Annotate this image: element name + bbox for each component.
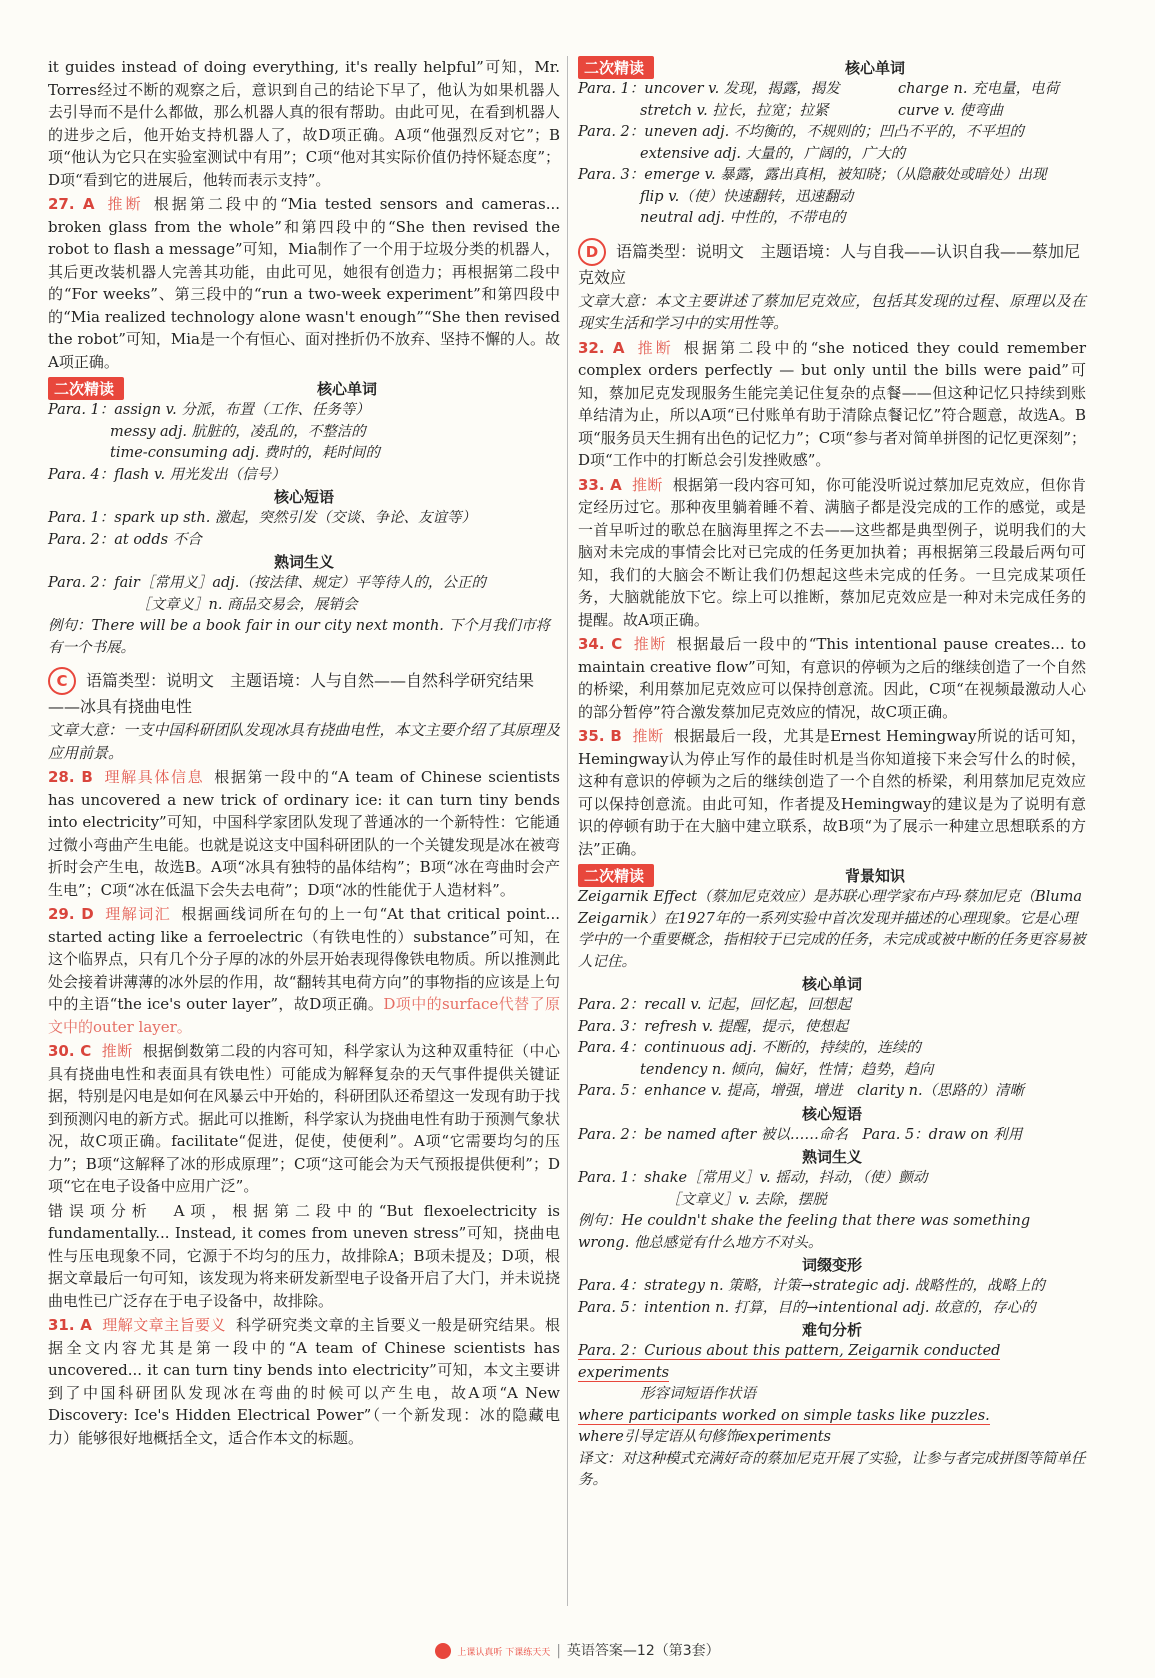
question-30 bbox=[48, 1040, 560, 1198]
question-explanation: 科学研究类文章的主旨要义一般是研究结果。根据全文内容尤其是第一段中的“A team of Chinese scientists has uncovered... it can turn tiny bends into electricity”可知，本文主要讲到了中国科研团队发现冰在弯曲的时候可以产生电，故A项“A New Discovery: Ice's Hidden Electrical Power”（一个新发现：冰的隐藏电力）能够很好地概括全文，适合作本文的标题。 bbox=[48, 1316, 560, 1447]
review-badge: 二次精读 bbox=[578, 56, 654, 79]
vocab-item: Para. 2：recall v. 记起，回忆起，回想起 bbox=[578, 997, 852, 1013]
section-letter: D bbox=[578, 238, 606, 266]
section-summary: 文章大意：本文主要讲述了蔡加尼克效应，包括其发现的过程、原理以及在现实生活和学习中的实用性等。 bbox=[578, 291, 1086, 332]
question-27 bbox=[48, 193, 560, 373]
brand-logo-icon bbox=[435, 1643, 451, 1659]
question-explanation: 根据第二段中的“Mia tested sensors and cameras... broken glass from the whole”和第四段中的“She then revised the robot to flash a message”可知，Mia制作了一个用于垃圾分类的机器人，其后更改装机器人完善其功能，由此可见，她很有创造力；再根据第二段中的“For weeks”、第三段中的“run a two-week experiment”和第四段中的“Mia realized technology alone wasn't enough”“She then revised the robot”可知，Mia是一个有恒心、面对挫折仍不放弃、坚持不懈的人。故A项正确。 bbox=[48, 195, 560, 371]
question-number: 31. A bbox=[48, 1316, 92, 1334]
vocab-item: Para. 3：refresh v. 提醒，提示，使想起 bbox=[578, 1018, 849, 1035]
question-explanation: 根据画线词所在句的上一句“At that critical point... started acting like a ferroelectric（有铁电性的）substance”可知，在这个临界点，只有几个分子厚的冰的外层开始表现得像铁电物质。所以推测此处会接着讲薄薄的冰外层的作用，故“翻转其电荷方向”的事物指的应该是上句中的主语“the ice's outer layer”，故D项正确。 bbox=[48, 905, 560, 1013]
question-number: 34. C bbox=[578, 635, 623, 653]
question-34 bbox=[578, 633, 1086, 723]
vocab-item: messy adj. 肮脏的，凌乱的，不整洁的 bbox=[110, 423, 366, 440]
question-28 bbox=[48, 766, 560, 901]
phrase-item: Para. 2：at odds 不合 bbox=[48, 531, 202, 548]
affix-item: Para. 5：intention n. 打算，目的→intentional adj. 故意的，存心的 bbox=[578, 1299, 1036, 1316]
question-35 bbox=[578, 725, 1086, 860]
vocab-item: extensive adj. 大量的，广阔的，广大的 bbox=[640, 145, 906, 162]
vocab-title: 核心单词 bbox=[317, 379, 378, 398]
translation: 译文：对这种模式充满好奇的蔡加尼克开展了实验，让参与者完成拼图等简单任务。 bbox=[578, 1450, 1086, 1488]
vocab-list bbox=[578, 79, 1086, 230]
phrase-item: Para. 1：spark up sth. 激起，突然引发（交谈、争论、友谊等） bbox=[48, 510, 477, 526]
familiar-item: Para. 2：fair［常用义］adj.（按法律、规定）平等待人的，公正的 bbox=[48, 575, 486, 591]
question-32 bbox=[578, 337, 1086, 472]
phrase-item: Para. 2：be named after 被以……命名 Para. 5：draw on 利用 bbox=[578, 1126, 1023, 1143]
question-number: 29. D bbox=[48, 905, 94, 923]
intro-paragraph: it guides instead of doing everything, it's really helpful”可知，Mr. Torres经过不断的观察之后，意识到自己的结论下早了，他认为如果机器人去引导而不是什么都做，那么机器人真的很有帮助。由此可见，在看到机器人的进步之后，他开始支持机器人了，故D项正确。A项“他强烈反对它”；B项“他认为它只在实验室测试中有用”；C项“他对其实际价值仍持怀疑态度”；D项“看到它的进展后，他转而表示支持”。 bbox=[48, 58, 560, 189]
vocab-item: Para. 3：emerge v. 暴露，露出真相，被知晓；（从隐蔽处或暗处）出现 bbox=[578, 167, 1047, 183]
hard-sentence-note: where引导定语从句修饰experiments bbox=[578, 1429, 831, 1445]
familiar-item: ［文章义］n. 商品交易会，展销会 bbox=[136, 596, 358, 613]
question-number: 27. A bbox=[48, 195, 95, 213]
hard-sentence-title: 难句分析 bbox=[801, 1321, 862, 1339]
section-type: 语篇类型：说明文 主题语境：人与自然——自然科学研究结果——冰具有挠曲电性 bbox=[48, 671, 535, 716]
familiar-title: 熟词生义 bbox=[273, 553, 334, 571]
section-d-header bbox=[578, 238, 1086, 290]
left-column bbox=[48, 56, 560, 1449]
familiar-list bbox=[578, 1168, 1086, 1254]
question-tag: 推断 bbox=[631, 475, 663, 494]
phrase-list bbox=[48, 508, 560, 551]
question-number: 33. A bbox=[578, 475, 622, 494]
affix-title: 词缀变形 bbox=[801, 1256, 862, 1274]
hard-sentence-note: 形容词短语作状语 bbox=[640, 1386, 756, 1402]
familiar-list bbox=[48, 573, 560, 659]
affix-item: Para. 4：strategy n. 策略，计策→strategic adj. 战略性的，战略上的 bbox=[578, 1278, 1045, 1294]
vocab-item: charge n. 充电量，电荷 bbox=[898, 81, 1060, 97]
background-text: Zeigarnik Effect（蔡加尼克效应）是苏联心理学家布卢玛·蔡加尼克（Bluma Zeigarnik）在1927年的一系列实验中首次发现并描述的心理现象。它是心理学中的一个重要概念，指相较于已完成的任务，未完成或被中断的任务更容易被人记住。 bbox=[578, 889, 1086, 970]
review-block-1 bbox=[48, 377, 560, 659]
phrase-title: 核心短语 bbox=[801, 1104, 862, 1123]
right-column bbox=[578, 56, 1086, 1492]
vocab-title: 核心单词 bbox=[801, 975, 862, 993]
example-sentence: 例句：There will be a book fair in our city next month. 下个月我们市将有一个书展。 bbox=[48, 618, 551, 656]
phrase-title: 核心短语 bbox=[273, 488, 334, 506]
review-block-2 bbox=[578, 56, 1086, 230]
vocab-item: Para. 1：uncover v. 发现，揭露，揭发 bbox=[578, 81, 840, 97]
question-29 bbox=[48, 903, 560, 1038]
question-tag: 理解词汇 bbox=[103, 905, 172, 923]
vocab-item: Para. 1：assign v. 分派，布置（工作、任务等） bbox=[48, 402, 370, 418]
question-number: 32. A bbox=[578, 338, 625, 357]
question-tag: 推断 bbox=[631, 727, 664, 745]
vocab-item: Para. 5：enhance v. 提高，增强，增进 clarity n.（思路的）清晰 bbox=[578, 1083, 1025, 1099]
question-explanation: 根据第一段内容可知，你可能没听说过蔡加尼克效应，但你肯定经历过它。那种夜里躺着睡不着、满脑子都是没完成的工作的感觉，或是一首早听过的歌总在脑海里挥之不去——这些都是典型例子，说明我们的大脑对未完成的事情会比对已完成的任务更加执着；再根据第三段最后两句可知，我们的大脑会不断让我们仍想起这些未完成的任务。一旦完成某项任务，大脑就能放下它。综上可以推断，蔡加尼克效应是一种对未完成任务的提醒。故A项正确。 bbox=[578, 475, 1086, 629]
brand-slogan: 上课认真听 下课练天天 bbox=[457, 1648, 551, 1658]
review-badge: 二次精读 bbox=[48, 377, 124, 400]
question-number: 35. B bbox=[578, 727, 622, 745]
question-tag: 推断 bbox=[101, 1042, 133, 1060]
page-label: 英语答案—12（第3套） bbox=[566, 1643, 720, 1659]
vocab-item: neutral adj. 中性的，不带电的 bbox=[640, 210, 846, 226]
question-explanation: 根据最后一段，尤其是Ernest Hemingway所说的话可知，Hemingway认为停止写作的最佳时机是当你知道接下来会写什么的时候，这种有意识的停顿为之后的继续创造了一个自然的桥梁，利用蔡加尼克效应可以保持创意流。由此可知，作者提及Hemingway的建议是为了说明有意识的停顿有助于在大脑中建立联系，故B项“为了展示一种建立思想联系的方法”正确。 bbox=[578, 727, 1086, 858]
vocab-item: stretch v. 拉长，拉宽；拉紧 bbox=[640, 102, 829, 119]
section-type: 语篇类型：说明文 主题语境：人与自我——认识自我——蔡加尼克效应 bbox=[578, 241, 1081, 287]
question-explanation: 根据最后一段中的“This intentional pause creates... to maintain creative flow”可知，有意识的停顿为之后的继续创造了一个自然的桥梁，利用蔡加尼克效应可以保持创意流。因此，C项“在视频最激动人心的部分暂停”符合激发蔡加尼克效应的情况，故C项正确。 bbox=[578, 635, 1086, 721]
question-31 bbox=[48, 1314, 560, 1449]
page-footer: 上课认真听 下课练天天 | 英语答案—12（第3套） bbox=[0, 1640, 1155, 1660]
section-summary: 文章大意：一支中国科研团队发现冰具有挠曲电性，本文主要介绍了其原理及应用前景。 bbox=[48, 721, 560, 762]
question-33 bbox=[578, 474, 1086, 632]
example-sentence: 例句：He couldn't shake the feeling that there was something wrong. 他总感觉有什么地方不对头。 bbox=[578, 1213, 1031, 1251]
vocab-item: tendency n. 倾向，偏好，性情；趋势，趋向 bbox=[640, 1061, 934, 1078]
question-number: 28. B bbox=[48, 768, 93, 786]
question-tag: 理解文章主旨要义 bbox=[101, 1316, 226, 1334]
hard-sentence-analysis bbox=[578, 1341, 1086, 1492]
vocab-row bbox=[578, 101, 1086, 123]
affix-list bbox=[578, 1276, 1086, 1319]
review-block-3 bbox=[578, 864, 1086, 1492]
question-tag: 推断 bbox=[632, 635, 667, 653]
section-letter: C bbox=[48, 667, 76, 695]
question-explanation: 根据倒数第二段的内容可知，科学家认为这种双重特征（中心具有挠曲电性和表面具有铁电性）可能成为解释复杂的天气事件提供关键证据，特别是闪电是如何在风暴云中开始的，科研团队还希望这一发现有助于找到预测闪电的新方式。据此可以推断，科学家认为挠曲电性有助于预测气象状况，故C项正确。facilitate“促进，促使，使便利”。A项“它需要均匀的压力”；B项“这解释了冰的形成原理”；C项“这可能会为天气预报提供便利”；D项“它在电子设备中应用广泛”。 bbox=[48, 1042, 560, 1195]
vocab-title: 核心单词 bbox=[845, 58, 906, 77]
hard-sentence: where participants worked on simple tasks like puzzles. bbox=[578, 1407, 990, 1424]
question-explanation: 根据第一段中的“A team of Chinese scientists has uncovered a new trick of ordinary ice: it can turn tiny bends into electricity”可知，中国科学家团队发现了普通冰的一个新特性：它能通过微小弯曲产生电能。也就是说这支中国科研团队的一个关键发现是冰在被弯折时会产生电，故选B。A项“冰具有独特的晶体结构”；B项“冰在弯曲时会产生电”；C项“冰在低温下会失去电荷”；D项“冰的性能优于人造材料”。 bbox=[48, 768, 560, 899]
vocab-list bbox=[48, 400, 560, 486]
question-tag: 理解具体信息 bbox=[102, 768, 205, 786]
vocab-item: flip v.（使）快速翻转，迅速翻动 bbox=[640, 188, 854, 205]
vocab-row bbox=[578, 79, 1086, 101]
vocab-item: time-consuming adj. 费时的，耗时间的 bbox=[110, 445, 380, 461]
question-explanation: 根据第二段中的“she noticed they could remember complex orders perfectly — but only until the bills were paid”可知，蔡加尼克发现服务生能完美记住复杂的点餐——但这种记忆只持续到账单结清为止，所以A项“已付账单有助于清除点餐记忆”符合题意，故选A。B项“服务员天生拥有出色的记忆力”；C项“参与者对简单拼图的记忆更深刻”；D项“工作中的打断总会引发挫败感”。 bbox=[578, 338, 1086, 469]
vocab-item: Para. 4：continuous adj. 不断的，持续的，连续的 bbox=[578, 1040, 921, 1056]
review-badge: 二次精读 bbox=[578, 864, 654, 887]
vocab-list bbox=[578, 995, 1086, 1103]
familiar-title: 熟词生义 bbox=[801, 1148, 862, 1166]
familiar-item: Para. 1：shake［常用义］v. 摇动，抖动，（使）颤动 bbox=[578, 1170, 928, 1186]
question-tag: 推断 bbox=[104, 195, 144, 213]
background-title: 背景知识 bbox=[845, 866, 906, 885]
question-number: 30. C bbox=[48, 1042, 92, 1060]
error-analysis: 错误项分析 A项，根据第二段中的“But flexoelectricity is fundamentally... Instead, it comes from uneven stress”可知，挠曲电性与压电现象不同，它源于不均匀的压力，故排除A；B项未提及；D项，根据文章最后一句可知，该发现为将来研发新型电子设备开启了大门，并未说挠曲电性已广泛存在于电子设备中，故排除。 bbox=[48, 1201, 560, 1310]
column-divider bbox=[567, 56, 568, 1606]
section-c-header bbox=[48, 667, 560, 719]
hard-sentence: Para. 2：Curious about this pattern, Zeigarnik conducted experiments bbox=[578, 1343, 1001, 1381]
vocab-item: Para. 2：uneven adj. 不均衡的，不规则的；凹凸不平的，不平坦的 bbox=[578, 124, 1024, 140]
vocab-item: curve v. 使弯曲 bbox=[898, 102, 1003, 119]
familiar-item: ［文章义］v. 去除，摆脱 bbox=[666, 1191, 827, 1208]
question-tag: 推断 bbox=[634, 338, 674, 357]
vocab-item: Para. 4：flash v. 用光发出（信号） bbox=[48, 466, 286, 483]
question-note: D项中的surface代替了原文中的outer layer。 bbox=[48, 995, 560, 1036]
